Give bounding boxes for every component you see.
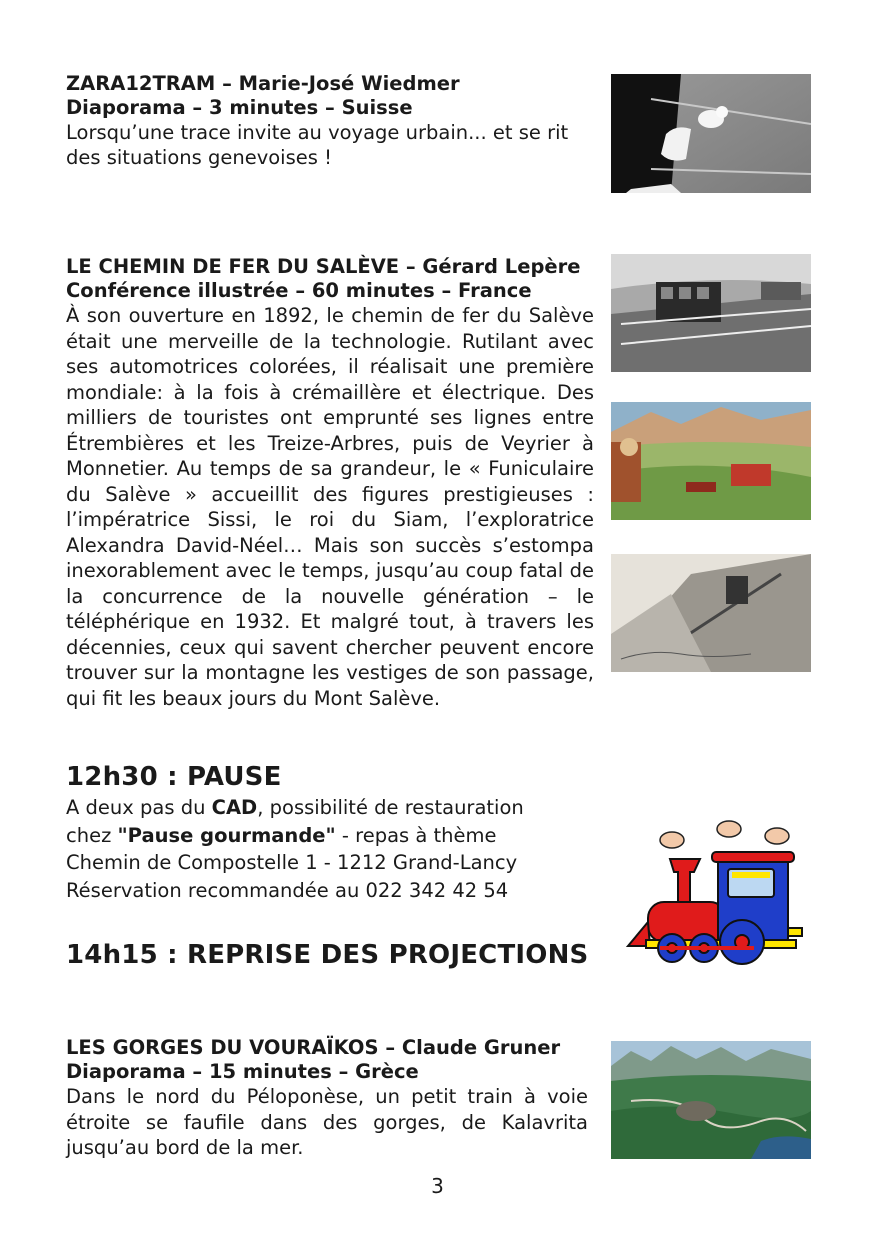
gorges-section — [66, 1036, 588, 1161]
cartoon-train-icon — [620, 814, 810, 970]
restaurant-name: "Pause gourmande" — [117, 823, 336, 847]
gorges-map-photo — [611, 1041, 811, 1159]
saleve-postcard-photo — [611, 554, 811, 672]
saleve-title: LE CHEMIN DE FER DU SALÈVE – Gérard Lepère — [66, 255, 581, 278]
page-number: 3 — [431, 1174, 444, 1198]
cad-bold: CAD — [211, 796, 258, 819]
tram-street-photo — [611, 74, 811, 193]
reprise-heading: 14h15 : REPRISE DES PROJECTIONS — [66, 940, 589, 970]
zara-subtitle: Diaporama – 3 minutes – Suisse — [66, 96, 413, 119]
saleve-train-photo — [611, 254, 811, 372]
pause-line-2: chez "Pause gourmande" - repas à thème — [66, 823, 497, 847]
saleve-subtitle: Conférence illustrée – 60 minutes – France — [66, 279, 532, 302]
zara-title: ZARA12TRAM – Marie-José Wiedmer — [66, 72, 460, 95]
zara-body: Lorsqu’une trace invite au voyage urbain... et se rit des situations genevoises ! — [66, 121, 569, 169]
pause-address: Chemin de Compostelle 1 - 1212 Grand-Lancy — [66, 851, 518, 874]
saleve-poster-photo — [611, 402, 811, 520]
gorges-title: LES GORGES DU VOURAÏKOS – Claude Gruner — [66, 1036, 561, 1059]
zara-section — [66, 72, 594, 170]
pause-reservation: Réservation recommandée au 022 342 42 54 — [66, 878, 509, 902]
pause-heading: 12h30 : PAUSE — [66, 762, 282, 792]
saleve-body: À son ouverture en 1892, le chemin de fer du Salève était une merveille de la technologie. Rutilant avec ses automotrices colorées, il réalisait une première mondiale: à la fois à crémaillère et électrique. Des milliers de touristes ont emprunté ses lignes entre Étrembières et les Treize-Arbres, puis de Veyrier à Monnetier. Au temps de sa grandeur, le « Funiculaire du Salève » accueillit des figures prestigieuses : l’impératrice Sissi, le roi du Siam, l’exploratrice Alexandra David-Néel… Mais son succès s’estompa inexorablement avec le temps, jusqu’au coup fatal de la concurrence de la nouvelle génération – le téléphérique en 1932. Et malgré tout, à travers les décennies, ceux qui savent chercher peuvent encore trouver sur la montagne les vestiges de son passage, qui fit les beaux jours du Mont Salève. — [66, 304, 594, 710]
pause-info — [66, 794, 524, 904]
pause-line-1: A deux pas du CAD, possibilité de restauration — [66, 796, 524, 819]
gorges-body: Dans le nord du Péloponèse, un petit train à voie étroite se faufile dans des gorges, de Kalavrita jusqu’au bord de la mer. — [66, 1085, 588, 1159]
saleve-section — [66, 255, 594, 711]
gorges-subtitle: Diaporama – 15 minutes – Grèce — [66, 1060, 419, 1083]
